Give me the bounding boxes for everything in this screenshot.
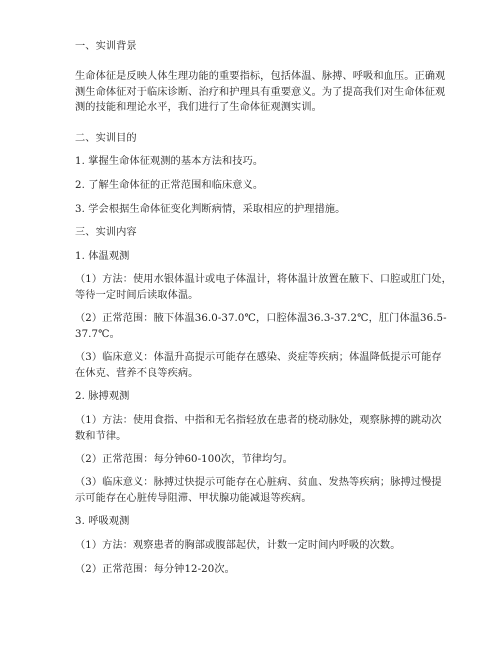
point-line: （3）临床意义：体温升高提示可能存在感染、炎症等疾病；体温降低提示可能存 [75, 352, 442, 363]
list-item: 2. 了解生命体征的正常范围和临床意义。 [75, 180, 264, 191]
temperature-clinical-significance [75, 350, 442, 381]
subsection-title: 1. 体温观测 [75, 251, 130, 262]
paragraph-line: 测生命体征对于临床诊断、治疗和护理具有重要意义。为了提高我们对生命体征观 [75, 86, 446, 98]
list-item: 3. 学会根据生命体征变化判断病情，采取相应的护理措施。 [75, 204, 346, 215]
point-line: 在休克、营养不良等疾病。 [75, 367, 199, 379]
point-line: 数和节律。 [75, 430, 127, 442]
point-line: （2）正常范围：腋下体温36.0-37.0℃，口腔体温36.3-37.2℃，肛门体温36.5- [75, 313, 447, 324]
heading-text: 二、实训目的 [75, 133, 137, 144]
subsection-title-pulse [75, 389, 435, 405]
background-paragraph [75, 69, 446, 116]
subsection-title: 2. 脉搏观测 [75, 391, 130, 402]
purpose-item-1 [75, 154, 435, 170]
pulse-clinical-significance [75, 475, 442, 506]
respiration-method [75, 538, 435, 554]
purpose-item-2 [75, 178, 435, 194]
respiration-normal-range [75, 562, 435, 578]
point-line: （1）方法：使用食指、中指和无名指轻放在患者的桡动脉处，观察脉搏的跳动次 [75, 415, 442, 426]
section-heading-background [75, 39, 435, 55]
subsection-title: 3. 呼吸观测 [75, 516, 130, 527]
section-heading-purpose [75, 131, 435, 147]
point-line: （2）正常范围：每分钟12-20次。 [75, 564, 235, 575]
pulse-method [75, 413, 442, 444]
point-line: （2）正常范围：每分钟60-100次，节律均匀。 [75, 454, 293, 465]
list-item: 1. 掌握生命体征观测的基本方法和技巧。 [75, 156, 264, 167]
subsection-title-temperature [75, 249, 435, 265]
pulse-normal-range [75, 452, 435, 468]
heading-text: 三、实训内容 [75, 227, 137, 238]
heading-text: 一、实训背景 [75, 41, 137, 52]
paragraph-line: 测的技能和理论水平，我们进行了生命体征观测实训。 [75, 102, 322, 113]
point-line: 等待一定时间后读取体温。 [75, 289, 199, 301]
point-line: （1）方法：观察患者的胸部或腹部起伏，计数一定时间内呼吸的次数。 [75, 540, 401, 551]
temperature-method [75, 272, 452, 303]
temperature-normal-range [75, 311, 447, 342]
section-heading-content [75, 225, 435, 241]
point-line: 37.7℃。 [75, 328, 120, 340]
point-line: 示可能存在心脏传导阻滞、甲状腺功能减退等疾病。 [75, 492, 312, 504]
point-line: （3）临床意义：脉搏过快提示可能存在心脏病、贫血、发热等疾病；脉搏过慢提 [75, 477, 442, 488]
paragraph-line: 生命体征是反映人体生理功能的重要指标，包括体温、脉搏、呼吸和血压。正确观 [75, 71, 446, 82]
point-line: （1）方法：使用水银体温计或电子体温计，将体温计放置在腋下、口腔或肛门处， [75, 274, 452, 285]
purpose-item-3 [75, 202, 435, 218]
subsection-title-respiration [75, 514, 435, 530]
